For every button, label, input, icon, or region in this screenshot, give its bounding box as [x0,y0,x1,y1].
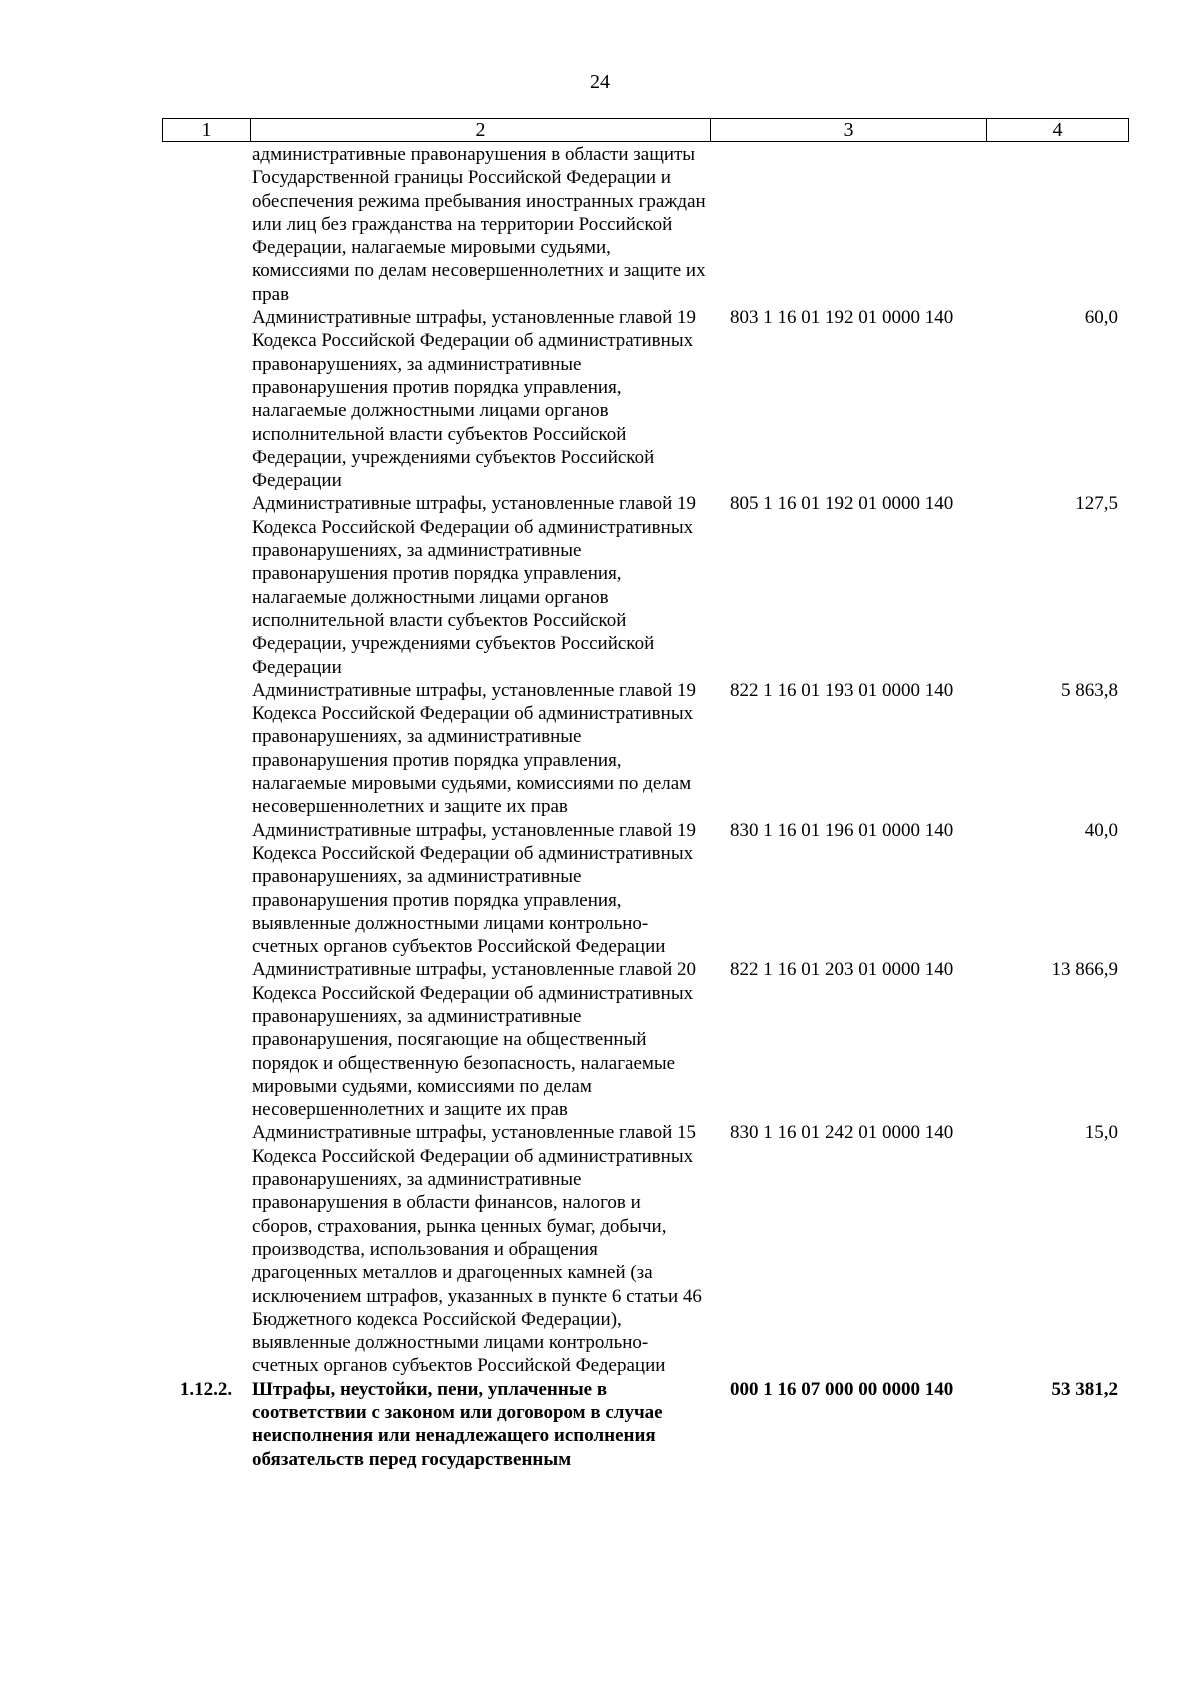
table-row [162,492,1128,678]
header-col-4: 4 [987,119,1129,142]
row-number: 1.12.2. [179,1378,233,1400]
page-number: 24 [590,71,610,93]
table-row [162,819,1128,959]
row-description: Административные штрафы, установленные главой 19 Кодекса Российской Федерации об административных правонарушениях, за административные правонарушения против порядка управления, налагаемые должностными лицами органов исполнительной власти субъектов Российской Федерации, учреждениями субъектов Российской Федерации [252,493,697,678]
header-col-3: 3 [711,119,987,142]
row-amount: 53 381,2 [1051,1378,1118,1400]
row-amount: 40,0 [1084,819,1118,841]
row-code: 000 1 16 07 000 00 0000 140 [730,1378,954,1400]
row-amount: 60,0 [1084,307,1118,329]
table-row [162,679,1128,819]
table-body [162,143,1128,1471]
row-code: 830 1 16 01 196 01 0000 140 [730,819,954,841]
table-row [162,1121,1128,1377]
row-description: Административные штрафы, установленные главой 19 Кодекса Российской Федерации об административных правонарушениях, за административные правонарушения против порядка управления, налагаемые мировыми судьями, комиссиями по делам несовершеннолетних и защите их прав [252,679,697,818]
row-code: 830 1 16 01 242 01 0000 140 [730,1122,954,1144]
row-description: Административные штрафы, установленные главой 20 Кодекса Российской Федерации об административных правонарушениях, за административные правонарушения, посягающие на общественный порядок и общественную безопасность, налагаемые мировыми судьями, комиссиями по делам несовершеннолетних и защите их прав [252,959,697,1121]
table-header [162,118,1129,142]
row-description: Административные штрафы, установленные главой 19 Кодекса Российской Федерации об административных правонарушениях, за административные правонарушения против порядка управления, выявленные должностными лицами контрольно-счетных органов субъектов Российской Федерации [252,819,697,958]
row-description: Административные штрафы, установленные главой 19 Кодекса Российской Федерации об административных правонарушениях, за административные правонарушения против порядка управления, налагаемые должностными лицами органов исполнительной власти субъектов Российской Федерации, учреждениями субъектов Российской Федерации [252,307,697,492]
header-col-2: 2 [251,119,711,142]
row-code: 822 1 16 01 193 01 0000 140 [730,679,954,701]
row-description: Штрафы, неустойки, пени, уплаченные в соответствии с законом или договором в случае неисполнения или ненадлежащего исполнения обязательств перед государственным [252,1378,663,1470]
table-row [162,958,1128,1121]
row-amount: 15,0 [1084,1122,1118,1144]
row-description: административные правонарушения в области защиты Государственной границы Российской Федерации и обеспечения режима пребывания иностранных граждан или лиц без гражданства на территории Российской Федерации, налагаемые мировыми судьями, комиссиями по делам несовершеннолетних и защите их прав [252,144,706,305]
row-code: 805 1 16 01 192 01 0000 140 [730,493,954,515]
row-amount: 127,5 [1075,493,1118,515]
header-col-1: 1 [163,119,251,142]
table-row [162,143,1128,306]
row-amount: 13 866,9 [1051,959,1118,981]
table-header-row [163,119,1129,142]
row-code: 822 1 16 01 203 01 0000 140 [730,959,954,981]
row-description: Административные штрафы, установленные главой 15 Кодекса Российской Федерации об административных правонарушениях, за административные правонарушения в области финансов, налогов и сборов, страхования, рынка ценных бумаг, добычи, производства, использования и обращения драгоценных металлов и драгоценных камней (за исключением штрафов, указанных в пункте 6 статьи 46 Бюджетного кодекса Российской Федерации), выявленные должностными лицами контрольно-счетных органов субъектов Российской Федерации [252,1122,702,1377]
table-row [162,306,1128,492]
table-row-section-total [162,1378,1128,1471]
row-amount: 5 863,8 [1061,679,1118,701]
row-code: 803 1 16 01 192 01 0000 140 [730,307,954,329]
